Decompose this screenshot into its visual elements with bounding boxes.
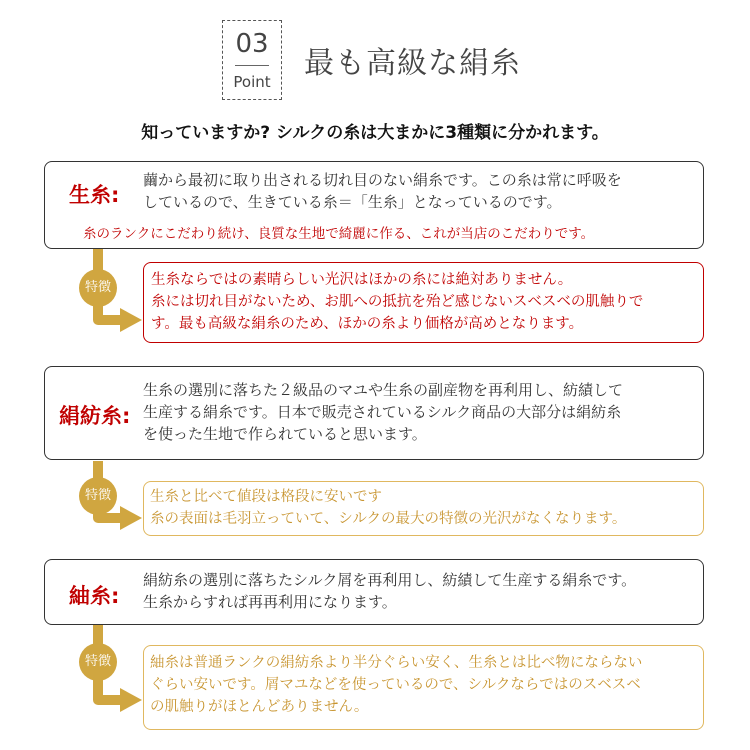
description: [143, 379, 703, 445]
feature-box-tsumugi-silk: [143, 645, 704, 730]
description-line: 絹紡糸の選別に落ちたシルク屑を再利用し、紡績して生産する絹糸です。: [143, 571, 637, 589]
feature-line: す。最も高級な絹糸のため、ほかの糸より価格が高めとなります。: [151, 316, 584, 332]
feature-text: [150, 486, 700, 530]
intro-text: 知っていますか? シルクの糸は大まかに3種類に分かれます。: [141, 123, 609, 143]
feature-badge: 特徴: [79, 477, 117, 515]
description-line: 生糸の選別に落ちた２級品のマユや生糸の副産物を再利用し、紡績して: [143, 381, 624, 399]
feature-line: 糸の表面は毛羽立っていて、シルクの最大の特徴の光沢がなくなります。: [150, 511, 627, 527]
description-line: 生産する絹糸です。日本で販売されているシルク商品の大部分は絹紡糸: [143, 403, 622, 421]
description-line: 生糸からすれば再再利用になります。: [143, 593, 397, 611]
feature-line: ぐらい安いです。屑マユなどを使っているので、シルクならではのスベスベ: [150, 677, 641, 693]
feature-text: [151, 269, 701, 335]
feature-line: 紬糸は普通ランクの絹紡糸より半分ぐらい安く、生糸とは比べ物にならない: [150, 655, 643, 671]
description-line: 繭から最初に取り出される切れ目のない絹糸です。この糸は常に呼吸を: [143, 171, 622, 189]
feature-badge: 特徴: [79, 643, 117, 681]
term-label: 生糸:: [69, 183, 120, 207]
feature-line: 糸には切れ目がないため、お肌への抵抗を殆ど感じないスベスベの肌触りで: [151, 294, 644, 310]
feature-box-raw-silk: [143, 262, 704, 343]
feature-line: の肌触りがほとんどありません。: [150, 699, 369, 715]
section-tsumugi-silk: [44, 559, 704, 625]
feature-text: [150, 652, 700, 718]
section-spun-silk: [44, 366, 704, 460]
shop-commitment-note: 糸のランクにこだわり続け、良質な生地で綺麗に作る、これが当店のこだわりです。: [83, 226, 595, 242]
term-label: 紬糸:: [69, 584, 120, 608]
description-line: しているので、生きている糸＝「生糸」となっているのです。: [143, 193, 562, 211]
description: [143, 569, 703, 613]
description-line: を使った生地で作られていると思います。: [143, 425, 427, 443]
feature-line: 生糸と比べて値段は格段に安いです: [150, 489, 382, 505]
feature-line: 生糸ならではの素晴らしい光沢はほかの糸には絶対ありません。: [151, 272, 573, 288]
term-label: 絹紡糸:: [59, 404, 131, 428]
feature-box-spun-silk: [143, 481, 704, 536]
point-label: Point: [233, 73, 271, 91]
page-title: 最も高級な絹糸: [304, 46, 521, 81]
feature-badge: 特徴: [79, 269, 117, 307]
point-number: 03: [235, 29, 269, 59]
